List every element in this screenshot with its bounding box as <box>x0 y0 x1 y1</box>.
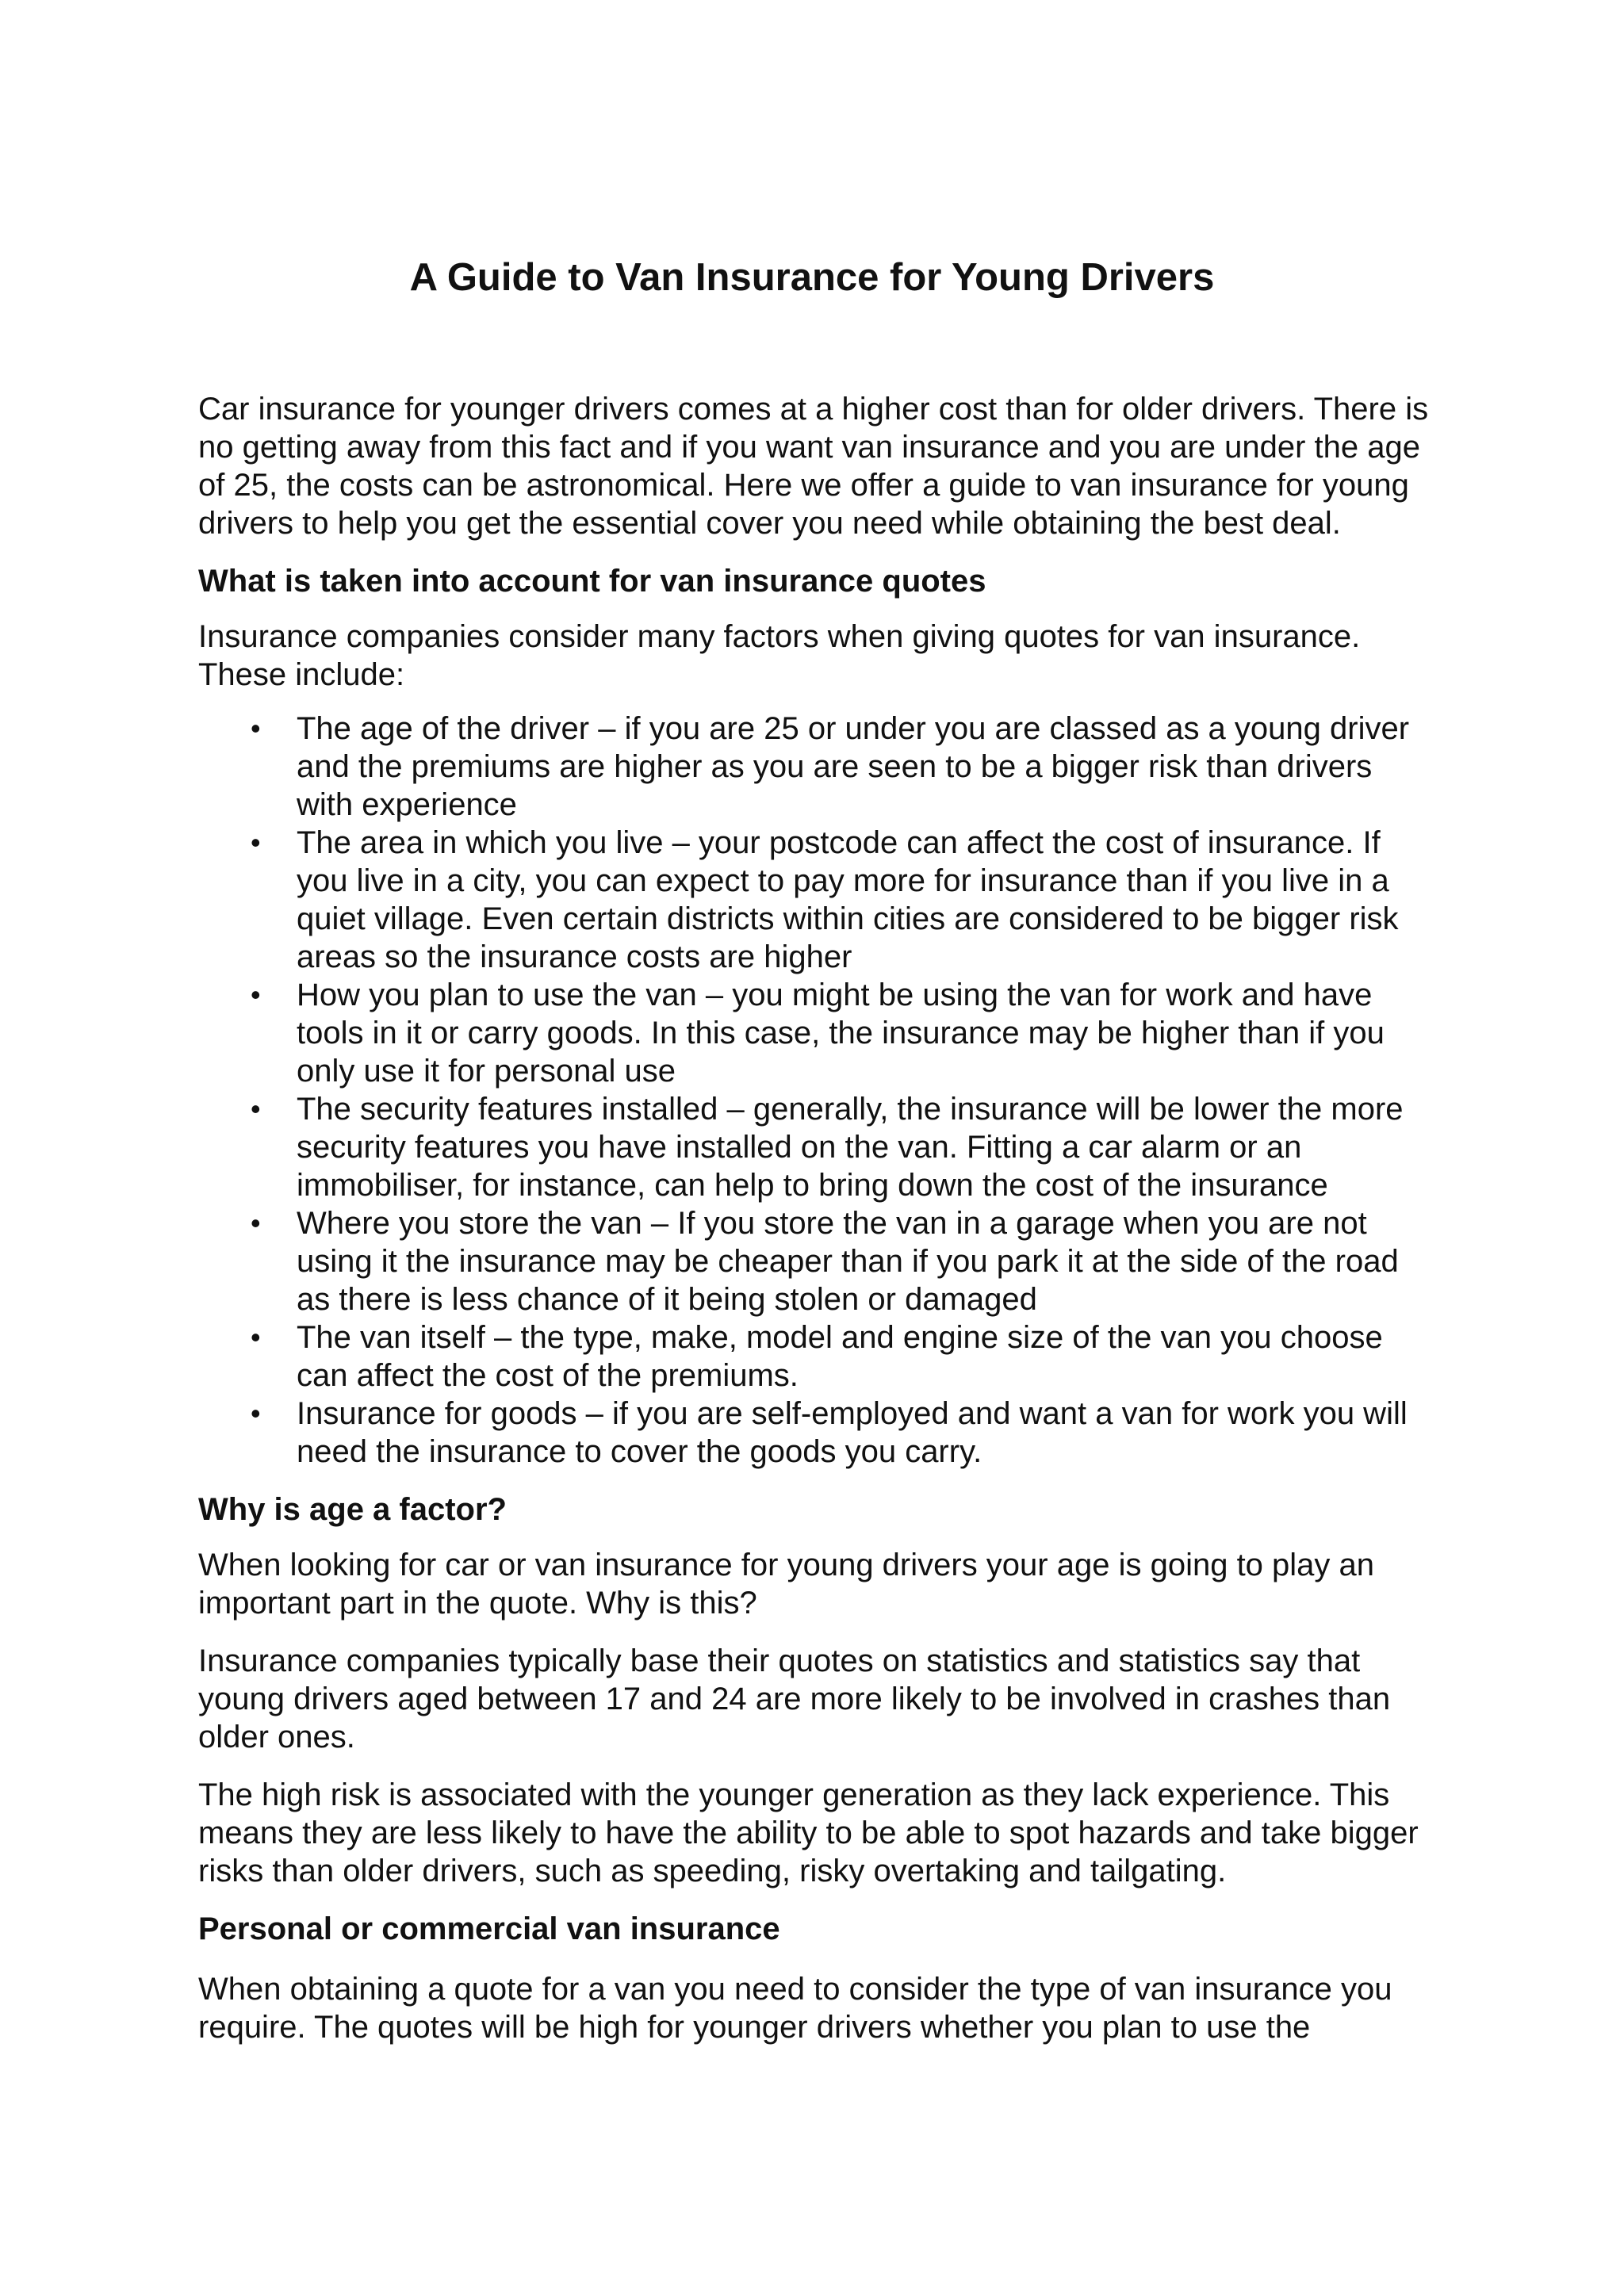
list-item <box>198 710 1435 824</box>
bullet-icon: • <box>251 712 261 744</box>
document-body <box>198 254 1435 2066</box>
factors-list <box>198 710 1435 1471</box>
age-paragraph-3: The high risk is associated with the younger generation as they lack experience. This means they are less likely to have the ability to be able to spot hazards and take bigger risks than older drivers, such as speeding, risky overtaking and tailgating. <box>198 1777 1419 1888</box>
list-item <box>198 1318 1435 1395</box>
list-item-text: Insurance for goods – if you are self-employed and want a van for work you will need the insurance to cover the goods you carry. <box>297 1396 1408 1469</box>
age-paragraph-1: When looking for car or van insurance for young drivers your age is going to play an important part in the quote. Why is this? <box>198 1548 1375 1621</box>
list-item <box>198 824 1435 976</box>
list-item-text: The security features installed – generally, the insurance will be lower the more security features you have installed on the van. Fitting a car alarm or an immobiliser, for instance, can help to bring down the cost of the insurance <box>297 1092 1404 1203</box>
page-title: A Guide to Van Insurance for Young Drivers <box>409 256 1215 299</box>
list-item <box>198 1395 1435 1471</box>
age-paragraph-2: Insurance companies typically base their quotes on statistics and statistics say that young drivers aged between 17 and 24 are more likely to be involved in crashes than older ones. <box>198 1644 1391 1755</box>
section-heading-personal-commercial: Personal or commercial van insurance <box>198 1911 780 1946</box>
list-item <box>198 1204 1435 1318</box>
bullet-icon: • <box>251 826 261 859</box>
bullet-icon: • <box>251 978 261 1011</box>
list-item-text: The van itself – the type, make, model and engine size of the van you choose can affect the cost of the premiums. <box>297 1320 1383 1393</box>
intro-paragraph: Car insurance for younger drivers comes at a higher cost than for older drivers. There is no getting away from this fact and if you want van insurance and you are under the age of 25, the costs can be astronomical. Here we offer a guide to van insurance for young drivers to help you get the essential cover you need while obtaining the best deal. <box>198 392 1429 541</box>
list-item-text: How you plan to use the van – you might be using the van for work and have tools in it or carry goods. In this case, the insurance may be higher than if you only use it for personal use <box>297 978 1385 1089</box>
bullet-icon: • <box>251 1321 261 1353</box>
list-item-text: The area in which you live – your postcode can affect the cost of insurance. If you live in a city, you can expect to pay more for insurance than if you live in a quiet village. Even certain districts within cities are considered to be bigger risk areas so the insurance costs are higher <box>297 825 1399 974</box>
list-item <box>198 1090 1435 1204</box>
section-heading-quotes: What is taken into account for van insurance quotes <box>198 564 986 599</box>
bullet-icon: • <box>251 1397 261 1429</box>
bullet-icon: • <box>251 1093 261 1125</box>
bullet-icon: • <box>251 1207 261 1239</box>
list-item-text: Where you store the van – If you store the van in a garage when you are not using it the insurance may be cheaper than if you park it at the side of the road as there is less chance of it being stolen or damaged <box>297 1206 1399 1317</box>
section-heading-age: Why is age a factor? <box>198 1492 507 1527</box>
section-lead-paragraph: Insurance companies consider many factors when giving quotes for van insurance. These include: <box>198 619 1361 692</box>
list-item-text: The age of the driver – if you are 25 or under you are classed as a young driver and the premiums are higher as you are seen to be a bigger risk than drivers with experience <box>297 711 1410 822</box>
list-item <box>198 976 1435 1090</box>
personal-commercial-paragraph: When obtaining a quote for a van you need to consider the type of van insurance you require. The quotes will be high for younger drivers whether you plan to use the <box>198 1972 1392 2045</box>
